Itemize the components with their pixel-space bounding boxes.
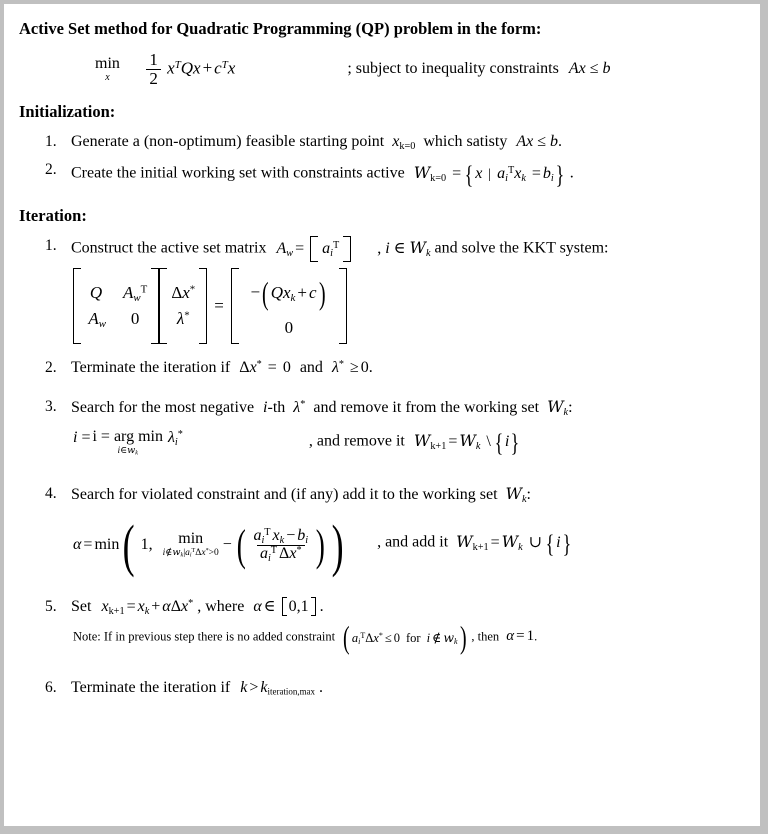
step2-period: . [368,359,373,377]
step3-remove-math: $W_{k+1} = W_k$ \ { i} [413,430,520,458]
list-item [45,358,747,378]
kkt-v1: Δx* [171,283,196,303]
init-1-period: . [558,132,563,150]
init-2-working-set-math: $W_{k=0}$ = { x | $a_i^Tx_k = b_i$} [413,162,565,190]
fraction-numerator: 1 [149,50,158,69]
step4-add-math: $W_{k+1} = W_k$ ∪ { i} [456,531,571,559]
kkt-coefficient-matrix [73,268,159,344]
step2-math-lambda: λ* ≥ 0 [331,359,369,377]
argmin-lhs-i: i [73,429,78,447]
kkt-m11: Q [89,283,103,303]
step4-text: Search for violated constraint and (if any) add it to the working set [71,486,498,504]
list-item [45,678,747,698]
alpha-one: 1, [140,536,153,554]
step3-math-W: $W_k$ [547,396,569,418]
step6-text: Terminate the iteration if [71,679,231,697]
init-2-period: . [569,164,574,182]
argmin-operator [92,429,163,457]
kkt-v2: λ* [176,309,190,329]
init-1-math-x: $x_{k=0}$ [392,132,416,152]
step1-active-set-matrix: $A_w$ = $a_i^T$ [277,240,356,257]
list-item-text [71,397,747,418]
alpha-equals: = [83,536,93,554]
note-result: α = 1 [506,628,535,645]
step3-math-lambda: λ* [293,398,306,416]
note-prefix: Note: If in previous step there is no added constraint [73,629,336,644]
min-operator [95,56,120,83]
list-item-number: 4. [45,485,57,503]
alpha-minus: − [222,536,232,554]
step5-period: . [319,597,324,615]
step5-note [73,619,747,656]
x-term-3: x [227,58,236,78]
list-item-text [71,678,747,698]
list-item-number: 1. [45,237,57,255]
list-item [45,397,747,418]
x-term-2: x [193,58,201,78]
note-condition-math: ( $a_i^T\Delta x^* \le 0$ for i ∉ $w_k$ ) [343,619,467,656]
x-transpose: T [174,58,181,71]
step2-text: Terminate the iteration if [71,359,231,377]
kkt-vector-row [171,280,195,306]
list-item-text [71,597,747,617]
objective-equation-row [17,51,747,88]
step6-math: $k > k_{iteration,max}$ [240,679,316,697]
list-item-number: 5. [45,597,57,615]
kkt-matrix-row [85,280,147,306]
list-item-number: 3. [45,397,57,415]
step4-add-clause [377,531,572,559]
objective-equation [95,51,235,88]
list-item-text [71,358,747,378]
document-page [4,4,760,826]
list-item-text [71,160,747,192]
list-item-number: 2. [45,161,57,179]
matrix-bracket: $a_i^T$ [310,236,351,262]
step4-add-text: , and add it [377,533,449,551]
step1-text: Construct the active set matrix [71,239,267,257]
step6-period: . [319,679,324,697]
page-title: Active Set method for Quadratic Programming (QP) problem in the form: [19,19,542,38]
kkt-m21: $A_w$ [88,309,106,331]
subject-to-text: ; subject to inequality constraints [347,60,559,78]
subject-to-clause [347,60,610,78]
kkt-rhs-row [243,315,335,341]
note-period: . [534,629,538,644]
list-item-number: 2. [45,359,57,377]
kkt-unknown-vector [159,268,207,344]
list-item-text [71,484,747,505]
list-item [45,236,747,262]
kkt-r1: − ( $Qx_k + c$ ) [250,274,326,311]
step3-text-after: and remove it from the working set [313,398,540,416]
kkt-r2: 0 [284,317,294,337]
kkt-m22: 0 [130,309,140,329]
step2-math-dx: Δx* = 0 [239,359,291,377]
step4-colon: : [526,486,531,504]
kkt-matrix-row [85,306,147,332]
ratio-fraction [250,528,311,563]
inner-min-condition: $i\notin w_k|a_i^T\Delta x^*>0$ [162,547,219,559]
section-heading-iteration: Iteration: [19,206,87,226]
Q-term: Q [180,58,194,78]
fraction-denominator: 2 [146,69,161,88]
step5-update-math: $x_{k+1} = x_k + \alpha\Delta x^*$ [101,597,194,617]
list-item [45,484,747,505]
init-1-text-mid: which satisty [423,132,508,150]
list-item [45,160,747,192]
kkt-m12: $A_w^T$ [123,283,148,305]
document-body [5,5,759,699]
min-subscript: x [105,71,110,83]
list-item-text [71,132,747,152]
list-item [45,597,747,617]
step3-remove-text: , and remove it [308,432,405,450]
ratio-denominator: $a_i^T$ Δx* [257,545,305,563]
interval-bracket: 0,1 [282,597,316,616]
step3-th: -th [267,398,286,416]
inner-min-label: min [178,530,204,548]
ratio-numerator: $a_i^T$ $x_k - b_i$ [253,526,309,546]
section-heading-initialization: Initialization: [19,101,116,121]
kkt-equals: = [214,296,224,316]
c-transpose: T [221,58,228,71]
plus-operator: + [202,58,213,78]
step1-index-condition: , i ∈ $W_k$ [377,237,431,259]
kkt-rhs-row [243,272,335,315]
inner-min-operator [163,531,219,559]
step3-math-i: i [263,398,268,416]
kkt-rhs-vector [231,268,347,344]
min-label: min [95,54,120,72]
init-1-text: Generate a (non-optimum) feasible starting point [71,132,385,150]
list-item-text [71,236,747,262]
note-suffix: , then [471,629,500,644]
step5-alpha-range: α ∈ 0,1 [253,598,319,615]
alpha-symbol: α [73,536,82,554]
c-term: c [214,58,222,78]
list-item-number: 6. [45,679,57,697]
kkt-vector-row [171,306,195,332]
init-2-text: Create the initial working set with constraints active [71,164,405,182]
step4-alpha-equation [73,512,747,579]
argmin-lambda: $\lambda_i^*$ [167,429,183,449]
step4-math-W: $W_k$ [505,484,527,505]
outer-min-label: min [94,536,120,554]
step2-text-mid: and [299,359,323,377]
one-half-fraction [146,51,161,88]
list-item [45,132,747,152]
step3-argmin-equation: i = i = arg min $i\in w_k$ $\lambda_i^*$ , and remove it $W_{k+1} = W_k$ \ { i} [73,428,520,458]
step3-text: Search for the most negative [71,398,255,416]
step5-text: Set [71,597,92,615]
list-item-number: 1. [45,132,57,150]
outer-parenthesis-group: ( 1, min $i\notin w_k|a_i^T\Delta x^*>0$ − ( $\frac{a_i^T x_k - b_i}{a_i^T \Delta x^*}$ ) ) [123,512,344,578]
step1-text-after: and solve the KKT system: [434,239,609,257]
init-1-math-constraint: Ax ≤ b [516,132,559,150]
kkt-system-equation [73,268,747,344]
step5-text-mid: , where [197,597,245,615]
step3-remove-clause [309,428,521,458]
x-term: x [167,58,175,78]
argmin-label: i = arg min [92,428,163,446]
step3-colon: : [568,398,573,416]
constraint-math: Ax ≤ b [568,60,611,78]
fraction-parenthesis-group: ( $\frac{a_i^T x_k - b_i}{a_i^T \Delta x^*}$ ) [236,520,325,570]
argmin-condition: $i\in w_k$ [117,445,138,458]
